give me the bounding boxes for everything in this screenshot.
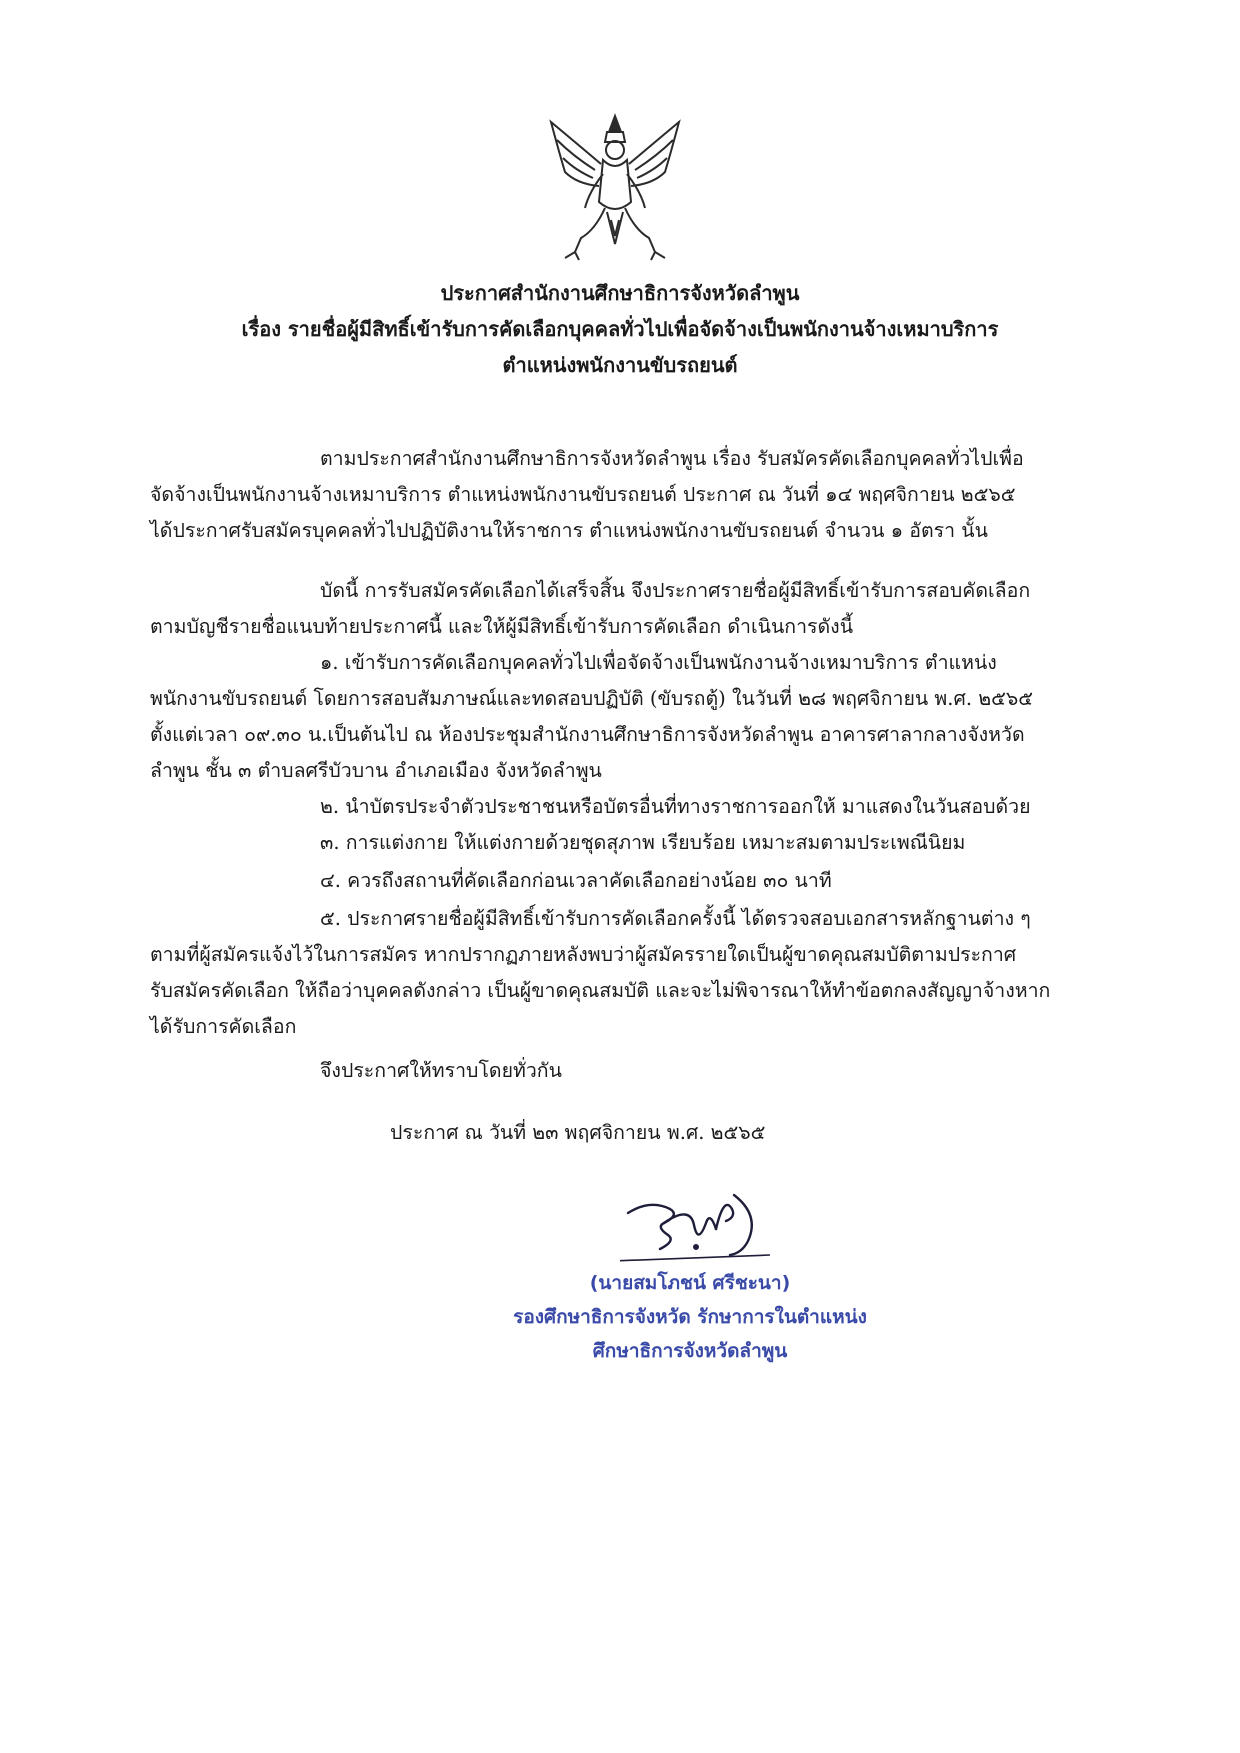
announcement-position: ตำแหน่งพนักงานขับรถยนต์ bbox=[502, 353, 738, 377]
item4: ๔. ควรถึงสถานที่คัดเลือกก่อนเวลาคัดเลือกอย่างน้อย ๓๐ นาที bbox=[320, 869, 832, 892]
para2-line2: ตามบัญชีรายชื่อแนบท้ายประกาศนี้ และให้ผู้มีสิทธิ์เข้ารับการคัดเลือก ดำเนินการดังนี้ bbox=[150, 615, 854, 638]
item3: ๓. การแต่งกาย ให้แต่งกายด้วยชุดสุภาพ เรียบร้อย เหมาะสมตามประเพณีนิยม bbox=[320, 831, 966, 854]
item5-line1: ๕. ประกาศรายชื่อผู้มีสิทธิ์เข้ารับการคัดเลือกครั้งนี้ ได้ตรวจสอบเอกสารหลักฐานต่าง ๆ bbox=[320, 907, 1031, 930]
signer-title-2: ศึกษาธิการจังหวัดลำพูน bbox=[592, 1340, 788, 1362]
signer-title: รองศึกษาธิการจังหวัด รักษาการในตำแหน่ง bbox=[513, 1306, 867, 1328]
para1-line2: จัดจ้างเป็นพนักงานจ้างเหมาบริการ ตำแหน่งพนักงานขับรถยนต์ ประกาศ ณ วันที่ ๑๔ พฤศจิกายน ๒๕๖๕ bbox=[150, 483, 1016, 506]
item1-line3: ตั้งแต่เวลา ๐๙.๓๐ น.เป็นต้นไป ณ ห้องประชุมสำนักงานศึกษาธิการจังหวัดลำพูน อาคารศาลากลางจังหวัด bbox=[150, 723, 1025, 746]
announcement-subject: เรื่อง รายชื่อผู้มีสิทธิ์เข้ารับการคัดเลือกบุคคลทั่วไปเพื่อจัดจ้างเป็นพนักงานจ้างเหมาบริการ bbox=[241, 317, 999, 341]
announcement-date: ประกาศ ณ วันที่ ๒๓ พฤศจิกายน พ.ศ. ๒๕๖๕ bbox=[390, 1121, 766, 1144]
para2-line1: บัดนี้ การรับสมัครคัดเลือกได้เสร็จสิ้น จึงประกาศรายชื่อผู้มีสิทธิ์เข้ารับการสอบคัดเลือก bbox=[320, 579, 1031, 602]
para1-line3: ได้ประกาศรับสมัครบุคคลทั่วไปปฏิบัติงานให้ราชการ ตำแหน่งพนักงานขับรถยนต์ จำนวน ๑ อัตรา นั้น bbox=[150, 519, 988, 542]
item2: ๒. นำบัตรประจำตัวประชาชนหรือบัตรอื่นที่ทางราชการออกให้ มาแสดงในวันสอบด้วย bbox=[320, 795, 1031, 818]
item5-line4: ได้รับการคัดเลือก bbox=[150, 1015, 297, 1038]
item1-line2: พนักงานขับรถยนต์ โดยการสอบสัมภาษณ์และทดสอบปฏิบัติ (ขับรถตู้) ในวันที่ ๒๘ พฤศจิกายน พ.ศ. ๒๕๖๕ bbox=[150, 687, 1033, 710]
item1-line1: ๑. เข้ารับการคัดเลือกบุคคลทั่วไปเพื่อจัดจ้างเป็นพนักงานจ้างเหมาบริการ ตำแหน่ง bbox=[320, 651, 997, 674]
announcement-title: ประกาศสำนักงานศึกษาธิการจังหวัดลำพูน bbox=[440, 281, 800, 305]
para1-line1: ตามประกาศสำนักงานศึกษาธิการจังหวัดลำพูน เรื่อง รับสมัครคัดเลือกบุคคลทั่วไปเพื่อ bbox=[320, 447, 1024, 470]
item1-line4: ลำพูน ชั้น ๓ ตำบลศรีบัวบาน อำเภอเมือง จังหวัดลำพูน bbox=[150, 759, 602, 782]
signer-name: (นายสมโภชน์ ศรีชะนา) bbox=[589, 1272, 791, 1294]
garuda-emblem-icon bbox=[545, 112, 685, 262]
closing-text: จึงประกาศให้ทราบโดยทั่วกัน bbox=[320, 1059, 562, 1082]
item5-line3: รับสมัครคัดเลือก ให้ถือว่าบุคคลดังกล่าว เป็นผู้ขาดคุณสมบัติ และจะไม่พิจารณาให้ทำข้อตกลงสัญญาจ้างหาก bbox=[150, 979, 1051, 1002]
item5-line2: ตามที่ผู้สมัครแจ้งไว้ในการสมัคร หากปรากฏภายหลังพบว่าผู้สมัครรายใดเป็นผู้ขาดคุณสมบัติตามประกาศ bbox=[150, 943, 1017, 966]
handwritten-signature-icon bbox=[620, 1185, 770, 1265]
